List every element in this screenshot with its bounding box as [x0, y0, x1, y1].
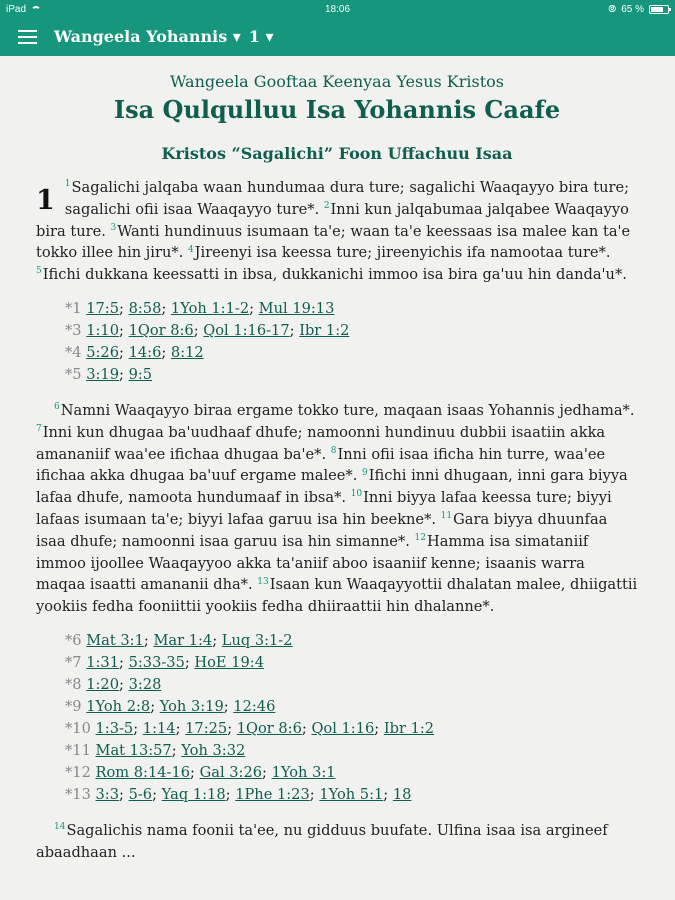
section-heading: Kristos “Sagalichi” Foon Uffachuu Isaa	[161, 144, 513, 163]
reference-line: *10 1:3-5; 1:14; 17:25; 1Qor 8:6; Qol 1:16; Ibr 1:2	[65, 719, 435, 737]
verse-text: Ifichi inni dhugaan, inni gara biyya lafaa dhufe, namoota hundumaaf in ibsa	[36, 467, 628, 507]
footnote-references	[65, 298, 638, 386]
book-dropdown[interactable]: Wangeela Yohannis ▾	[54, 27, 241, 46]
cross-reference-link[interactable]: Qol 1:16	[311, 719, 375, 737]
reference-label: *12	[65, 763, 91, 781]
cross-reference-link[interactable]: 3:28	[128, 675, 162, 693]
cross-reference-link[interactable]: Yoh 3:32	[181, 741, 246, 759]
cross-reference-link[interactable]: 1:31	[86, 653, 120, 671]
reference-line: *3 1:10; 1Qor 8:6; Qol 1:16-17; Ibr 1:2	[65, 321, 350, 339]
verse-text: Namni Waaqayyo biraa ergame tokko ture, maqaan isaas Yohannis jedhama	[60, 401, 623, 419]
cross-reference-link[interactable]: Mat 3:1	[86, 631, 144, 649]
cross-reference-link[interactable]: 14:6	[128, 343, 162, 361]
cross-reference-link[interactable]: Ibr 1:2	[383, 719, 435, 737]
footnote-marker[interactable]: *.	[314, 445, 327, 463]
reference-label: *8	[65, 675, 82, 693]
footnote-marker[interactable]: *.	[482, 598, 495, 616]
verse-text: Inni kun dhugaa ba'uudhaaf dhufe; namoonni hundinuu dubbii isaatiin akka amananiif waa'ee ifichaa dhugaa ba'e	[36, 423, 606, 463]
verse-number[interactable]: 10	[350, 489, 363, 500]
cross-reference-link[interactable]: 1Yoh 2:8	[86, 697, 151, 715]
chapter-dropdown[interactable]: 1 ▾	[248, 27, 274, 46]
cross-reference-link[interactable]: Rom 8:14-16	[95, 763, 191, 781]
cross-reference-link[interactable]: 5-6	[128, 785, 153, 803]
verse-number[interactable]: 14	[54, 822, 66, 833]
verse-text: Inni biyya lafaa keessa ture; biyyi lafaas isumaan ta'e; biyyi lafaa garuu isa hin beekne	[36, 489, 612, 528]
battery-level	[651, 7, 663, 12]
status-time: 18:06	[324, 4, 351, 15]
cross-reference-link[interactable]: Yaq 1:18	[161, 785, 226, 803]
cross-reference-link[interactable]: Mul 19:13	[258, 299, 335, 317]
cross-reference-link[interactable]: 9:5	[128, 365, 153, 383]
cross-reference-link[interactable]: 3:19	[86, 365, 120, 383]
reference-label: *1	[65, 299, 82, 317]
book-title: Isa Qulqulluu Isa Yohannis Caafe	[113, 95, 561, 124]
cross-reference-link[interactable]: 1Yoh 5:1	[319, 785, 384, 803]
cross-reference-link[interactable]: 1Yoh 1:1-2	[170, 299, 250, 317]
verse-number[interactable]: 9	[361, 467, 368, 478]
reference-line: *6 Mat 3:1; Mar 1:4; Luq 3:1-2	[65, 631, 293, 649]
cross-reference-link[interactable]: 18	[392, 785, 412, 803]
verse-number[interactable]: 8	[330, 445, 337, 456]
cross-reference-link[interactable]: 17:5	[86, 299, 120, 317]
cross-reference-link[interactable]: 3:3	[95, 785, 120, 803]
cross-reference-link[interactable]: 1Qor 8:6	[236, 719, 302, 737]
verse-text: Wanti hundinuus isumaan ta'e; waan ta'e keessaas isa malee kan ta'e tokko illee hin jiru	[36, 222, 631, 262]
reference-label: *3	[65, 321, 82, 339]
reference-line: *11 Mat 13:57; Yoh 3:32	[65, 741, 246, 759]
status-bar	[0, 0, 675, 20]
reference-line: *7 1:31; 5:33-35; HoE 19:4	[65, 653, 264, 671]
verse-number[interactable]: 13	[257, 576, 269, 587]
verse-text: Gara biyya dhuunfaa isaa dhufe; namoonni isaa garuu isa hin simanne	[36, 510, 608, 550]
reference-line: *1 17:5; 8:58; 1Yoh 1:1-2; Mul 19:13	[65, 299, 335, 317]
cross-reference-link[interactable]: Yoh 3:19	[159, 697, 224, 715]
verse-text: Inni kun jalqabumaa jalqabee Waaqayyo bira ture.	[36, 200, 629, 240]
verse-number[interactable]: 6	[54, 402, 60, 413]
footnote-marker[interactable]: *.	[307, 200, 320, 218]
cross-reference-link[interactable]: Luq 3:1-2	[221, 631, 293, 649]
footnote-marker[interactable]: *.	[345, 467, 358, 485]
cross-reference-link[interactable]: 8:12	[170, 343, 204, 361]
reference-label: *11	[65, 741, 91, 759]
reference-line: *4 5:26; 14:6; 8:12	[65, 343, 204, 361]
paragraph	[36, 177, 638, 286]
reference-line: *12 Rom 8:14-16; Gal 3:26; 1Yoh 3:1	[65, 763, 336, 781]
reference-line: *9 1Yoh 2:8; Yoh 3:19; 12:46	[65, 697, 276, 715]
chapter-number: 1	[36, 185, 55, 216]
reference-line: *8 1:20; 3:28	[65, 675, 162, 693]
footnote-marker[interactable]: *.	[622, 401, 635, 419]
verse-text: Sagalichi jalqaba waan hundumaa dura ture; sagalichi Waaqayyo bira ture; sagalichi ofii isaa Waaqayyo ture	[64, 179, 629, 218]
paragraph	[36, 400, 638, 618]
cross-reference-link[interactable]: Mar 1:4	[153, 631, 213, 649]
verse-number[interactable]: 1	[64, 179, 71, 190]
cross-reference-link[interactable]: 1Yoh 3:1	[271, 763, 336, 781]
footnote-marker[interactable]: *.	[334, 489, 347, 507]
verse-number[interactable]: 12	[414, 532, 426, 543]
cross-reference-link[interactable]: 8:58	[128, 299, 162, 317]
verse-text: Hamma isa simataniif immoo ijoollee Waaqayyoo akka ta'aniif aboo isaaniif kenne; isaanis warra maqaa isaatti amananii dha	[36, 532, 589, 594]
cross-reference-link[interactable]: 5:26	[86, 343, 120, 361]
verse-number[interactable]: 4	[187, 244, 194, 255]
reference-label: *10	[65, 719, 91, 737]
verse-number[interactable]: 3	[110, 222, 117, 233]
footnote-marker[interactable]: *.	[240, 576, 253, 594]
cross-reference-link[interactable]: HoE 19:4	[194, 653, 264, 671]
footnote-references	[65, 630, 638, 806]
cross-reference-link[interactable]: 1:14	[142, 719, 176, 737]
reference-label: *9	[65, 697, 82, 715]
verse-number[interactable]: 2	[323, 200, 330, 211]
verse-text: Jireenyi isa keessa ture; jireenyichis ifa namootaa ture	[194, 244, 599, 262]
footnote-marker[interactable]: *.	[424, 510, 437, 528]
lock-rotation-icon: ⦾	[608, 4, 617, 15]
footnote-marker[interactable]: *.	[397, 532, 410, 550]
verse-text: Inni ofii isaa ificha hin turre, waa'ee ifichaa akka dhugaa ba'uuf ergame malee	[36, 445, 606, 485]
cross-reference-link[interactable]: 1:20	[86, 675, 120, 693]
footnote-marker[interactable]: *.	[598, 244, 611, 262]
hamburger-menu-icon[interactable]	[18, 30, 37, 45]
cross-reference-link[interactable]: 1Qor 8:6	[128, 321, 194, 339]
verse-number[interactable]: 7	[36, 423, 42, 434]
reference-label: *13	[65, 785, 91, 803]
footnote-marker[interactable]: *.	[614, 266, 627, 284]
book-subtitle: Wangeela Gooftaa Keenyaa Yesus Kristos	[169, 72, 504, 91]
reference-label: *5	[65, 365, 82, 383]
verse-number[interactable]: 11	[440, 511, 453, 522]
verse-text: Sagalichis nama foonii ta'ee, nu gidduus buufate. Ulfina isaa isa argineef abaadhaan ...	[36, 821, 608, 861]
footnote-marker[interactable]: *.	[171, 244, 184, 262]
verse-text: Isaan kun Waaqayyottii dhalatan malee, dhiigattii yookiis fedha fooniittii yookiis fedha dhiiraattii hin dhalanne	[36, 576, 638, 616]
book-chapter-selector[interactable]	[54, 27, 274, 46]
reference-label: *7	[65, 653, 82, 671]
cross-reference-link[interactable]: 1:10	[86, 321, 120, 339]
cross-reference-link[interactable]: 5:33-35	[128, 653, 185, 671]
cross-reference-link[interactable]: 1Phe 1:23	[235, 785, 310, 803]
battery-icon	[649, 5, 669, 14]
reference-label: *4	[65, 343, 82, 361]
verse-text: Ifichi dukkana keessatti in ibsa, dukkanichi immoo isa bira ga'uu hin danda'u	[42, 266, 615, 284]
paragraph	[36, 820, 638, 864]
cross-reference-link[interactable]: 17:25	[185, 719, 228, 737]
cross-reference-link[interactable]: 12:46	[233, 697, 276, 715]
reference-line: *5 3:19; 9:5	[65, 365, 153, 383]
device-label: iPad	[6, 4, 27, 15]
verse-number[interactable]: 5	[36, 266, 42, 277]
reference-line: *13 3:3; 5-6; Yaq 1:18; 1Phe 1:23; 1Yoh 5:1; 18	[65, 785, 412, 803]
cross-reference-link[interactable]: 1:3-5	[95, 719, 134, 737]
cross-reference-link[interactable]: Mat 13:57	[95, 741, 172, 759]
reference-label: *6	[65, 631, 82, 649]
reading-pane[interactable]	[36, 56, 638, 864]
app-toolbar	[0, 20, 675, 56]
cross-reference-link[interactable]: Gal 3:26	[199, 763, 263, 781]
battery-percent: 65 %	[621, 4, 644, 15]
cross-reference-link[interactable]: Ibr 1:2	[299, 321, 350, 339]
cross-reference-link[interactable]: Qol 1:16-17	[203, 321, 290, 339]
